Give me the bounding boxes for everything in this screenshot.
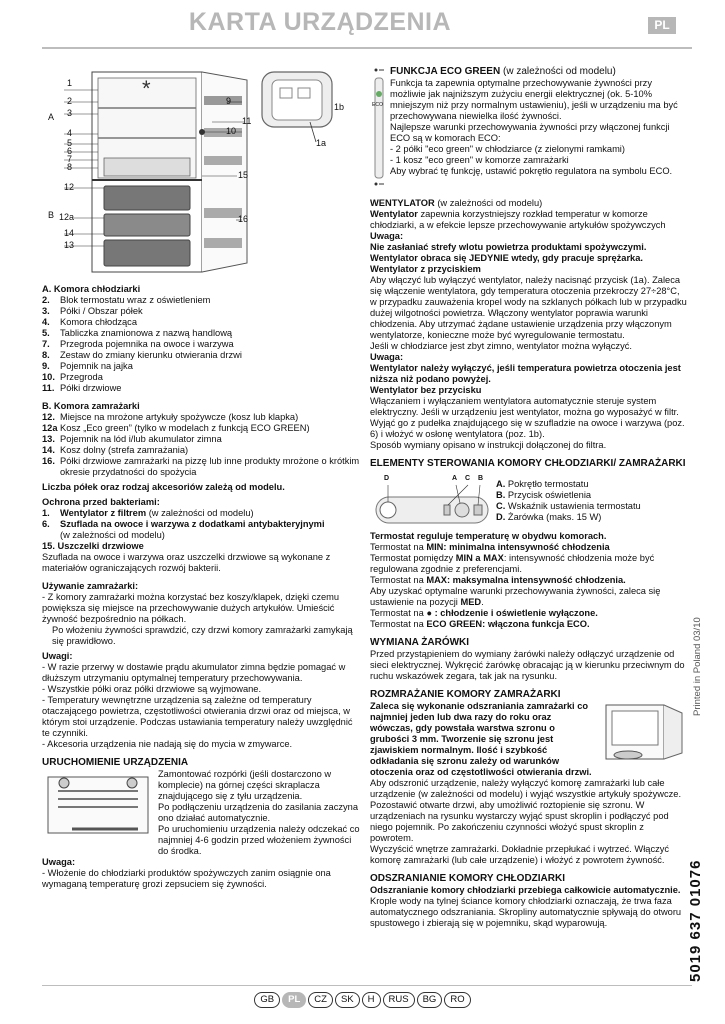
- fridge-illustration: [42, 58, 357, 276]
- protection-gaskets: 15. Uszczelki drzwiowe: [42, 541, 144, 551]
- list-item: 7. Przegroda pojemnika na owoce i warzywa: [42, 339, 234, 349]
- notes-title: Uwagi:: [42, 651, 73, 661]
- start-note-title: Uwaga:: [42, 857, 76, 867]
- shelves-note: Liczba półek oraz rodzaj akcesoriów zależą od modelu.: [42, 482, 285, 492]
- list-item: 10. Przegroda: [42, 372, 103, 382]
- defrost-fridge-title: ODSZRANIANIE KOMORY CHŁODZIARKI: [370, 873, 565, 884]
- bottom-divider: [42, 985, 692, 986]
- freezer-defrost-illustration: [596, 701, 688, 765]
- start-note: - Włożenie do chłodziarki produktów spożywczych zanim osiągnie ona wymaganą temperaturę grozi zepsuciem się żywności.: [42, 868, 331, 889]
- fig-label-12: 12: [64, 182, 75, 192]
- lang-h[interactable]: H: [362, 992, 381, 1008]
- fig-label-7: 7: [67, 154, 73, 164]
- lang-ro[interactable]: RO: [444, 992, 470, 1008]
- list-item: 12. Miejsce na mrożone artykuły spożywcze (kosz lub klapka): [42, 412, 299, 422]
- fig-label-10: 10: [226, 126, 237, 136]
- protection-title: Ochrona przed bakteriami:: [42, 497, 160, 507]
- top-divider: [42, 47, 692, 49]
- list-item: 6. Szuflada na owoce i warzywa z dodatkami antybakteryjnymi (w zależności od modelu): [42, 519, 325, 540]
- list-item: 9. Pojemnik na jajka: [42, 361, 133, 371]
- freezer-use-title: Używanie zamrażarki:: [42, 581, 139, 591]
- fig-label-1a: 1a: [316, 138, 327, 148]
- protection-text: Szuflada na owoce i warzywa oraz uszczelki drzwiowe są wykonane z materiałów ograniczających rozwój bakterii.: [42, 552, 331, 573]
- eco-icon: [372, 66, 386, 188]
- page-title: KARTA URZĄDZENIA: [188, 8, 452, 36]
- list-item: 4. Komora chłodząca: [42, 317, 137, 327]
- fig-label-4: 4: [67, 128, 73, 138]
- eco-section: FUNKCJA ECO GREEN (w zależności od modelu) Funkcja ta zapewnia optymalne przechowywanie żywności przy możliwie jak najniższym zużyciu energii elektrycznej (ok. 5-10% mniejszym niż przy normalnym ustawieniu), jeśli w urządzeniu ma być przechowywana niewielka ilość żywności. Najlepsze warunki przechowywania żywności przy włączonej funkcji ECO są w komorach ECO: - 2 półki "eco green" w chłodziarce (z zielonymi ramkami) - 1 kosz "eco green" w komorze zamrażarki Aby wybrać tę funkcję, ustawić pokrętło regulatora na symbolu ECO.: [390, 66, 678, 176]
- fig-label-B: B: [48, 210, 55, 220]
- eco-icon-label: ECO: [372, 102, 383, 108]
- thermostat-illustration: D A C B: [370, 473, 496, 531]
- freezer-use-text-2: Po włożeniu żywności sprawdzić, czy drzwi komory zamrażarki zamykają się prawidłowo.: [52, 625, 353, 646]
- bulb-title: WYMIANA ŻARÓWKI: [370, 637, 470, 648]
- controls-title: ELEMENTY STEROWANIA KOMORY CHŁODZIARKI/ ZAMRAŻARKI: [370, 458, 686, 469]
- list-item: 13. Pojemnik na lód i/lub akumulator zimna: [42, 434, 222, 444]
- fig-label-16: 16: [238, 214, 249, 224]
- list-item: 11. Półki drzwiowe: [42, 383, 122, 393]
- note-item: - Wszystkie półki oraz półki drzwiowe są wyjmowane.: [42, 684, 262, 694]
- fig-label-5: 5: [67, 138, 73, 148]
- language-badge: PL: [648, 17, 676, 34]
- defrost-freezer-title: ROZMRAŻANIE KOMORY ZAMRAŻARKI: [370, 689, 561, 700]
- fig-label-15: 15: [238, 170, 249, 180]
- lang-bg[interactable]: BG: [417, 992, 443, 1008]
- fig-label-11: 11: [242, 116, 252, 126]
- lang-rus[interactable]: RUS: [383, 992, 415, 1008]
- list-item: 12a Kosz „Eco green” (tylko w modelach z funkcją ECO GREEN): [42, 423, 310, 433]
- fig-label-8: 8: [67, 162, 73, 172]
- left-column: [42, 284, 360, 890]
- note-item: - W razie przerwy w dostawie prądu akumulator zimna będzie pomagać w dłuższym utrzymaniu optymalnej temperatury przechowywania.: [42, 662, 346, 683]
- note-item: - Akcesoria urządzenia nie nadają się do mycia w zmywarce.: [42, 739, 293, 749]
- document-code: 5019 637 01076: [687, 859, 704, 982]
- list-item: 16. Półki drzwiowe zamrażarki na pizzę lub inne produkty mrożone o krótkim okresie przydatności do spożycia: [42, 456, 360, 477]
- fig-label-2: 2: [67, 96, 73, 106]
- right-column: WENTYLATOR (w zależności od modelu) Wentylator zapewnia korzystniejszy rozkład temperatur w komorze chłodziarki, a w efekcie lepsze przechowywanie artykułów spożywczych Uwaga: Nie zasłaniać strefy wlotu powietrza produktami spożywczymi. Wentylator obraca się JEDYNIE wtedy, gdy pracuje sprężarka. Wentylator z przyciskiem Aby włączyć lub wyłączyć wentylator, należy nacisnąć przycisk (1a). Zaleca się włączenie wentylatora, gdy temperatura otoczenia przekroczy 27÷28°C, w przypadku zauważenia kropel wody na szklanych półkach lub w przypadku dużej wilgotności powietrza. Włączony wentylator poprawia warunki chłodzenia. Aby utrzymać żądane ustawienie urządzenia przy włączonym wentylatorze, konieczne może być wyregulowanie termostatu. Jeśli w chłodziarce jest zbyt zimno, wentylator można wyłączyć. Uwaga: Wentylator należy wyłączyć, jeśli temperatura powietrza otoczenia jest niższa niż podano powyżej. Wentylator bez przycisku Włączaniem i wyłączaniem wentylatora automatycznie steruje system elektryczny. Jeśli w urządzeniu jest wentylator, można go wyposażyć w filtr. Wyjąć go z pudełka znajdującego się w szufladzie na owoce i warzywa (poz. 6) i włożyć w osłonę wentylatora (poz. 1b). Sposób wymiany opisano w instrukcji dołączonej do filtra. ELEMENTY STEROWANIA KOMORY CHŁODZIARKI/ ZAMRAŻARKI D A C B A. Pokrętło termostatu B. Przycisk oświetlenia C. Wskaźnik ustawienia termostatu D. Żarówka (maks. 15 W) Termostat reguluje temperaturę w obydwu komorach. Termostat na MIN: minimalna intensywność chłodzenia Termostat pomiędzy MIN a MAX: intensywność chłodzenia może być regulowana zgodnie z preferencjami. Termostat na MAX: maksymalna intensywność chłodzenia. Aby uzyskać optymalne warunki przechowywania żywności, zaleca się ustawienie na pozycji MED. Termostat na ● : chłodzenie i oświetlenie wyłączone. Termostat na ECO GREEN: włączona funkcja ECO. WYMIANA ŻARÓWKI Przed przystąpieniem do wymiany żarówki należy odłączyć urządzenie od sieci elektrycznej. Wykręcić żarówkę obracając ją w kierunku przeciwnym do ruchu wskazówek zegara, tak jak na rysunku. ROZMRAŻANIE KOMORY ZAMRAŻARKI Zaleca się wykonanie odszraniania zamrażarki co najmniej jeden lub dwa razy do roku oraz wówczas, gdy powstała warstwa szronu o grubości 3 mm. Tworzenie się szronu jest zjawiskiem normalnym. Ilość i szybkość odkładania się szronu zależy od warunków otoczenia oraz od częstotliwości otwierania drzwi. Aby odszronić urządzenie, należy wyłączyć komorę zamrażarki lub całe urządzenie (w zależności od modelu) i wyjąć wszystkie artykuły spożywcze. Pozostawić otwarte drzwi, aby umożliwić roztopienie się szronu. W urządzeniach na rysunku wystarczy wyjąć spust skroplin i podłączyć pod niego pojemnik. Po zakończeniu czynności włożyć spust skroplin z powrotem. Wyczyścić wnętrze zamrażarki. Dokładnie przepłukać i wytrzeć. Włączyć komorę zamrażarki (lub całe urządzenie) i włożyć z powrotem żywność. ODSZRANIANIE KOMORY CHŁODZIARKI Odszranianie komory chłodziarki przebiega całkowicie automatycznie. Krople wody na tylnej ściance komory chłodziarki oznaczają, że trwa faza automatycznego odszraniania. Skropliny automatycznie spływają do otworu spustowego i zbierają się w pojemniku, skąd wyparowują.: [370, 198, 687, 928]
- fig-label-9: 9: [226, 96, 232, 106]
- list-item: 1. Wentylator z filtrem (w zależności od modelu): [42, 508, 254, 518]
- start-text-3: Po uruchomieniu urządzenia należy odczekać co najmniej 4-6 godzin przed włożeniem żywności do środka.: [158, 824, 360, 856]
- lang-cz[interactable]: CZ: [308, 992, 333, 1008]
- lang-pl[interactable]: PL: [282, 992, 306, 1008]
- fig-label-A: A: [48, 112, 55, 122]
- start-text-1: Zamontować rozpórki (jeśli dostarczono w komplecie) na górnej części skraplacza znajdującego się z tyłu urządzenia.: [158, 769, 332, 801]
- list-item: 3. Półki / Obszar półek: [42, 306, 143, 316]
- condenser-illustration: [42, 769, 158, 839]
- section-a-title: A. Komora chłodziarki: [42, 284, 141, 294]
- printed-in: Printed in Poland 03/10: [692, 617, 703, 716]
- start-title: URUCHOMIENIE URZĄDZENIA: [42, 757, 189, 768]
- list-item: 8. Zestaw do zmiany kierunku otwierania drzwi: [42, 350, 242, 360]
- fig-label-13: 13: [64, 240, 75, 250]
- fig-label-3: 3: [67, 108, 73, 118]
- protection-list: [42, 508, 360, 541]
- list-item: 5. Tabliczka znamionowa z nazwą handlową: [42, 328, 233, 338]
- list-item: 14. Kosz dolny (strefa zamrażania): [42, 445, 189, 455]
- language-bar: [0, 992, 725, 1008]
- list-item: 2. Blok termostatu wraz z oświetleniem: [42, 295, 211, 305]
- fig-label-6: 6: [67, 146, 73, 156]
- fig-label-14: 14: [64, 228, 75, 238]
- section-a-list: [42, 295, 360, 394]
- lang-gb[interactable]: GB: [254, 992, 280, 1008]
- start-text-2: Po podłączeniu urządzenia do zasilania zaczyna ono działać automatycznie.: [158, 802, 359, 823]
- note-item: - Temperatury wewnętrzne urządzenia są zależne od temperatury otaczającego powietrza, częstotliwości otwierania drzwi oraz od miejsca, w którym stoi urządzenie. Podczas ustawiania temperatury należy uwzględnić te czynniki.: [42, 695, 353, 738]
- lang-sk[interactable]: SK: [335, 992, 360, 1008]
- fig-label-1: 1: [67, 78, 73, 88]
- freezer-use-text: - Z komory zamrażarki można korzystać bez koszy/klapek, dzięki czemu powiększa się miejsce na przechowywanie dużych artykułów. Umieścić żywność bezpośrednio na półkach.: [42, 592, 340, 624]
- section-b-title: B. Komora zamrażarki: [42, 401, 140, 411]
- section-b-list: [42, 412, 360, 478]
- fig-label-1b: 1b: [334, 102, 345, 112]
- fig-label-12a: 12a: [59, 212, 75, 222]
- svg-text:*: *: [142, 76, 151, 101]
